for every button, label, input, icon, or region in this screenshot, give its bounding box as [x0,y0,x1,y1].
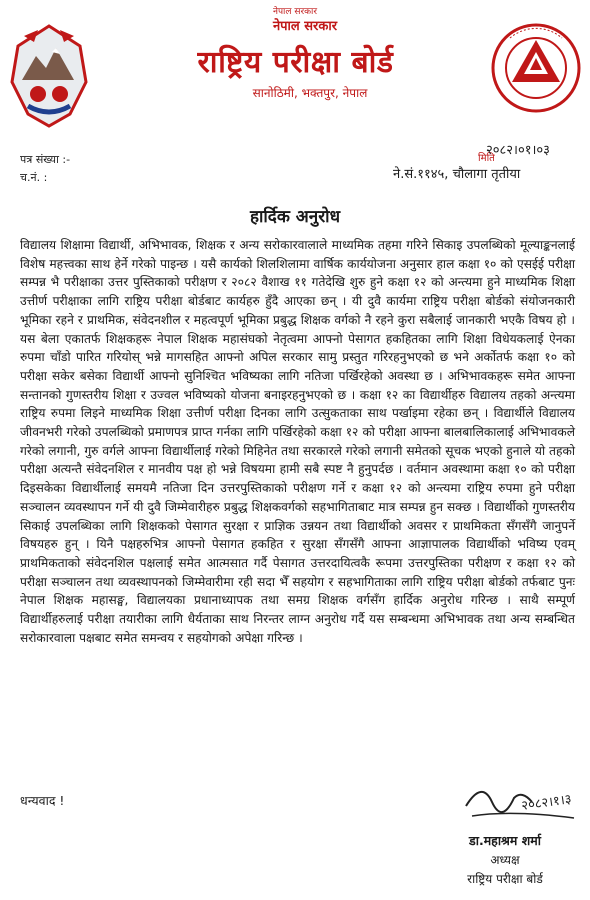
signatory-title: अध्यक्ष [490,853,520,867]
closing-text: धन्यवाद ! [20,793,65,808]
letter-subject: हार्दिक अनुरोध [249,207,341,227]
national-examinations-board-logo-icon [490,22,582,114]
nepal-government-emblem-icon [8,22,90,130]
body-paragraph: विद्यालय शिक्षामा विद्यार्थी, अभिभावक, शिक्षक र अन्य सरोकारवालाले माध्यमिक तहमा गरिने सिकाइ उपलब्धिको मूल्याङ्कनलाई विशेष महत्त्वका साथ हेर्ने गरेको पाइन्छ । यसै कार्यको शिलशिलामा वार्षिक कार्ययोजना अनुसार हाल कक्षा १० को एसईई परीक्षा सम्पन्न भै परीक्षाका उत्तर पुस्तिकाको परीक्षण र २०८२ वैशाख ११ गतेदेखि शुरु हुने कक्षा १२ को अन्त्यमा हुने माध्यमिक शिक्षा उत्तीर्ण परीक्षाका लागि राष्ट्रिय परीक्षा बोर्डबाट कार्यहरु हुँदै आएका छन् । यी दुवै कार्यमा राष्ट्रिय परीक्षा बोर्डको संयोजनकारी भूमिका रहने र प्राथमिक, संवेदनशील र महत्वपूर्ण भूमिका प्रबुद्ध शिक्षक वर्गको नै रहने कुरा सबैलाई जानकारी भएकै विषय हो । यस बेला एकातर्फ शिक्षकहरू नेपाल शिक्षक महासंघको नेतृत्वमा आफ्नो पेसागत हकहितका लागि शिक्षा विधेयकलाई ऐनका रुपमा चाँडो पारित गरियोस् भन्ने मागसहित आफ्नो अपिल सरकार सामु प्रस्तुत गरिरहनुभएको छ भने अर्कोतर्फ कक्षा १० को परीक्षा सकेर बसेका विद्यार्थी आफ्नो सुनिश्चित भविष्यका लागि नतिजा पर्खिरहेको अवस्था छ । अभिभावकहरू समेत आफ्ना सन्तानको गुणस्तरीय शिक्षा र उज्वल भविष्यको योजना बनाइरहनुभएको छ । कक्षा १२ का विद्यार्थीहरु विद्यालय तहको अन्त्यमा राष्ट्रिय रुपमा लिइने माध्यमिक शिक्षा उत्तीर्ण परीक्षा दिनका लागि उत्सुकताका साथ पर्खाइमा रहेका छन् । विद्यार्थीले विद्यालय जीवनभरी गरेको उपलब्धिको प्रमाणपत्र प्राप्त गर्नका लागि पर्खिरहेको कक्षा १२ को परीक्षा आफ्ना बालबालिकालाई अभिभावकले गरेको लगानी, गुरु वर्गले आफ्ना विद्यार्थीलाई गरेको मिहिनेत तथा सरकारले गरेको लगानी समेतको सूचक भएको हुनाले यो तहको परीक्षा अत्यन्तै संवेदनशिल र मानवीय पक्ष हो भन्ने विषयमा हामी सबै स्पष्ट नै हुनुपर्दछ । वर्तमान अवस्थामा कक्षा १० को परीक्षा दिइसकेका विद्यार्थीलाई समयमै नतिजा दिन उत्तरपुस्तिकाको परीक्षण गर्ने र कक्षा १२ को अन्त्यमा राष्ट्रिय रुपमा हुने परीक्षा सञ्चालन व्यवस्थापन गर्ने यी दुवै जिम्मेवारीहरु प्रबुद्ध शिक्षकवर्गको सहभागिताबाट मात्र सम्पन्न हुन सक्छ । विद्यार्थीको गुणस्तरीय सिकाई उपलब्धिका लागि शिक्षकको पेसागत सुरक्षा र प्राज्ञिक उन्नयन तथा विद्यार्थीको अवसर र प्राथमिकता सँगसँगै जानुपर्ने विषयहरु हुन् । यिनै पक्षहरुभित्र आफ्नो पेसागत हकहित र सुरक्षा सँगसँगै आफ्ना आज्ञापालक विद्यार्थीको भविष्य एवम् प्राथमिकताको संवेदनशिल पक्षलाई समेत आत्मसात गर्दै पेसागत उत्तरदायित्वकै रूपमा उत्तरपुस्तिका परीक्षण र कक्षा १२ को परीक्षा सञ्चालन तथा व्यवस्थापनको जिम्मेवारीमा रही सदा भैँ सहयोग र सहभागिताका लागि राष्ट्रिय परीक्षा बोर्डको तर्फबाट पुनः नेपाल शिक्षक महासङ्घ, विद्यालयका प्रधानाध्यापक तथा समग्र शिक्षक वर्गसँग हार्दिक अनुरोध गरिन्छ । साथै सम्पूर्ण विद्यार्थीहरुलाई परीक्षा तयारीका लागि धैर्यताका साथ निरन्तर लाग्न अनुरोध गर्दै यस सम्बन्धमा अभिभावक तथा अन्य सम्बन्धित सरोकारवाला पक्षबाट समेत समन्वय र सहयोगको अपेक्षा गरिन्छ । [20,238,575,645]
handwritten-signature [462,776,582,836]
signatory-organization: राष्ट्रिय परीक्षा बोर्ड [467,872,543,886]
organization-name: राष्ट्रिय परीक्षा बोर्ड [197,45,394,80]
dispatch-number-label: च.नं. : [20,171,48,184]
government-label: नेपाल सरकार [272,7,318,17]
date-label: मिति [478,153,495,164]
signature-date: २०८२।१।३ [520,792,573,814]
organization-address: सानोठिमी, भक्तपुर, नेपाल [252,86,368,100]
reference-number-label: पत्र संख्या :- [20,153,71,166]
letter-date: २०८२।०१।०३ [486,143,550,158]
signatory-name: डा.महाश्रम शर्मा [469,833,541,848]
government-label-large: नेपाल सरकार [272,19,338,34]
nepal-samvat-date: ने.सं.११४५, चौलागा तृतीया [393,167,521,182]
letter-body [20,236,575,647]
